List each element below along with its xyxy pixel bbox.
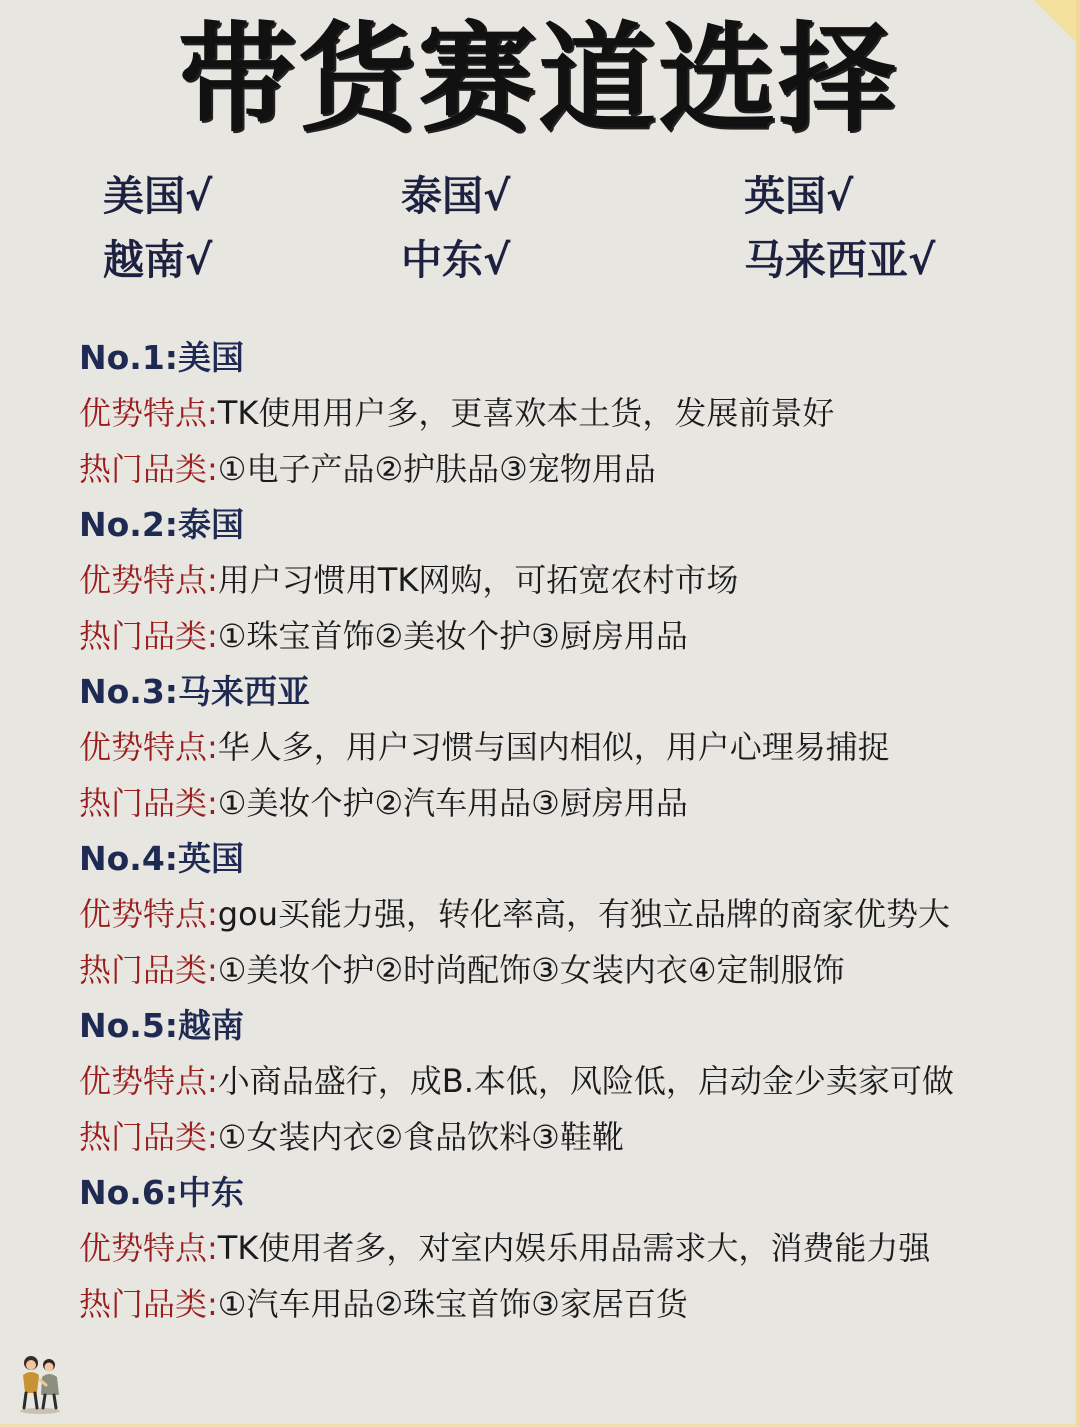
market-sections	[79, 330, 1039, 1332]
people-illustration-icon	[13, 1350, 68, 1415]
advantage-text: 用户习惯用TK网购，可拓宽农村市场	[217, 561, 739, 599]
category-row	[79, 942, 1039, 998]
category-row	[79, 775, 1039, 831]
country-thailand: 泰国√	[401, 172, 511, 220]
page-title: 带货赛道选择	[177, 10, 898, 148]
country-uk: 英国√	[744, 172, 854, 220]
category-text: ①美妆个护②时尚配饰③女装内衣④定制服饰	[217, 951, 845, 989]
category-label: 热门品类:	[79, 617, 218, 655]
advantage-label: 优势特点:	[79, 1062, 218, 1100]
category-label: 热门品类:	[79, 1285, 218, 1323]
category-label: 热门品类:	[79, 784, 218, 822]
country-vietnam: 越南√	[103, 236, 213, 284]
advantage-text: 小商品盛行，成B.本低，风险低，启动金少卖家可做	[217, 1062, 954, 1100]
section-heading: No.5:越南	[79, 1006, 244, 1045]
category-text: ①美妆个护②汽车用品③厨房用品	[217, 784, 688, 822]
category-row	[79, 441, 1039, 497]
advantage-row	[79, 552, 1039, 608]
advantage-row	[79, 719, 1039, 775]
section-heading: No.6:中东	[79, 1173, 244, 1212]
market-section-2	[79, 497, 1039, 664]
market-section-1	[79, 330, 1039, 497]
country-middle-east: 中东√	[401, 236, 511, 284]
advantage-label: 优势特点:	[79, 1229, 218, 1267]
market-section-6	[79, 1165, 1039, 1332]
section-heading: No.3:马来西亚	[79, 672, 310, 711]
advantage-text: 华人多，用户习惯与国内相似，用户心理易捕捉	[217, 728, 890, 766]
category-text: ①珠宝首饰②美妆个护③厨房用品	[217, 617, 688, 655]
advantage-row	[79, 1220, 1039, 1276]
market-section-3	[79, 664, 1039, 831]
category-text: ①电子产品②护肤品③宠物用品	[217, 450, 656, 488]
advantage-text: gou买能力强，转化率高，有独立品牌的商家优势大	[217, 895, 950, 933]
category-text: ①女装内衣②食品饮料③鞋靴	[217, 1118, 624, 1156]
country-malaysia: 马来西亚√	[744, 236, 936, 284]
category-label: 热门品类:	[79, 450, 218, 488]
advantage-row	[79, 886, 1039, 942]
category-row	[79, 1276, 1039, 1332]
country-list	[103, 170, 983, 286]
advantage-label: 优势特点:	[79, 394, 218, 432]
market-section-5	[79, 998, 1039, 1165]
section-heading: No.1:美国	[79, 338, 244, 377]
advantage-text: TK使用用户多，更喜欢本土货，发展前景好	[217, 394, 835, 432]
advantage-label: 优势特点:	[79, 561, 218, 599]
section-heading: No.4:英国	[79, 839, 244, 878]
advantage-text: TK使用者多，对室内娱乐用品需求大，消费能力强	[217, 1229, 931, 1267]
advantage-label: 优势特点:	[79, 728, 218, 766]
category-label: 热门品类:	[79, 1118, 218, 1156]
country-us: 美国√	[103, 172, 213, 220]
category-label: 热门品类:	[79, 951, 218, 989]
category-row	[79, 1109, 1039, 1165]
advantage-row	[79, 1053, 1039, 1109]
section-heading: No.2:泰国	[79, 505, 244, 544]
advantage-row	[79, 385, 1039, 441]
market-section-4	[79, 831, 1039, 998]
category-text: ①汽车用品②珠宝首饰③家居百货	[217, 1285, 688, 1323]
category-row	[79, 608, 1039, 664]
advantage-label: 优势特点:	[79, 895, 218, 933]
